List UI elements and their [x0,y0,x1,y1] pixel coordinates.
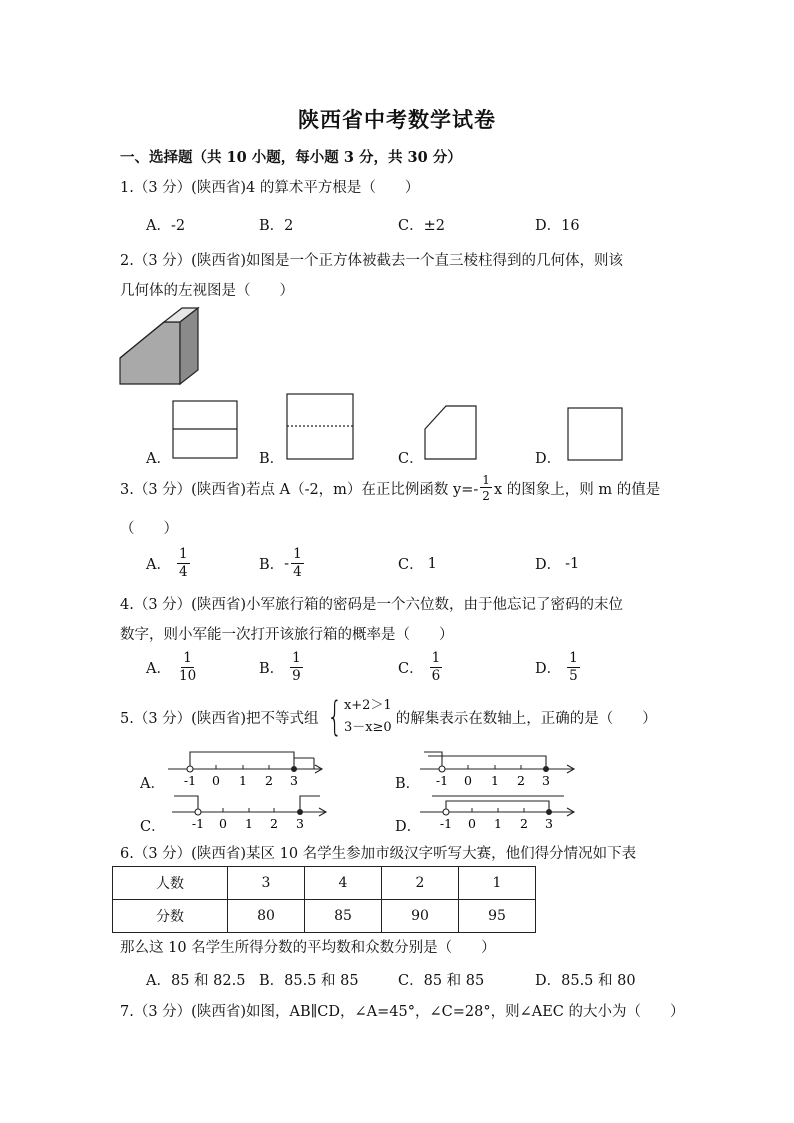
q4-d-label: D． [535,661,562,677]
q5-b-tick-label: -1 [435,773,449,788]
q5-a-tick-label: 0 [212,773,220,788]
question-6-stem: 6.（3 分）(陕西省)某区 10 名学生参加市级汉字听写大赛，他们得分情况如下表 [120,846,637,862]
table-cell: 4 [305,867,382,900]
q3-c-label: C． [398,557,424,573]
table-cell: 90 [382,900,459,933]
question-2-stem-line2: 几何体的左视图是（ ） [120,283,294,299]
q5-option-a: A． [140,776,165,792]
q3-a-num: 1 [178,546,188,562]
q5-d-tick-label: 3 [545,816,553,831]
table-cell: 人数 [113,867,228,900]
solid-figure [118,306,202,386]
question-1-stem: 1.（3 分）(陕西省)4 的算术平方根是（ ） [120,180,420,196]
q4-a-den: 10 [178,667,197,684]
q5-inequality-1: x+2＞1 [343,698,392,713]
q3-a-label: A． [146,557,171,573]
q4-b-label: B． [259,661,285,677]
q3-fraction [480,474,492,502]
q5-b-tick-label: 1 [491,773,499,788]
q6-option-d: D．85.5 和 80 [535,973,636,989]
q5-d-tick-label: 0 [468,816,476,831]
q5-c-tick-label: 0 [219,816,227,831]
q5-b-tick-label: 3 [542,773,550,788]
question-7-stem: 7.（3 分）(陕西省)如图，AB∥CD，∠A=45°，∠C=28°，则∠AEC 的大小为（ ） [120,1004,685,1020]
q3-b-sign: - [284,555,290,572]
view-d-figure [567,407,623,461]
question-3-stem-line2: （ ） [120,521,178,537]
table-cell: 2 [382,867,459,900]
q5-stem-pre: 5.（3 分）(陕西省)把不等式组 [120,710,319,727]
q3-stem-pre: 3.（3 分）(陕西省)若点 A（-2，m）在正比例函数 y=- [120,481,479,498]
question-5-stem [120,695,657,739]
q3-option-d [535,553,579,574]
q3-b-den: 4 [293,563,302,580]
view-b-figure [286,393,354,461]
q3-d-label: D． [535,557,562,573]
q3-frac-num: 1 [482,473,490,487]
q3-a-den: 4 [178,563,188,580]
q3-b-label: B． [259,557,285,573]
q3-b-num: 1 [293,546,302,562]
q4-d-den: 5 [569,667,578,684]
q3-d-text: -1 [565,555,580,572]
q5-b-tick-label: 2 [517,773,525,788]
q5-option-d: D． [395,819,422,835]
q4-d-fraction [567,652,580,683]
number-line-d [418,792,578,832]
q2-option-c: C． [398,451,424,467]
number-line-c [170,792,330,832]
q4-a-fraction [177,652,198,683]
question-4-stem-line2: 数字，则小军能一次打开该旅行箱的概率是（ ） [120,627,454,643]
q6-option-a: A．85 和 82.5 [146,973,246,989]
q2-option-b: B． [259,451,285,467]
table-cell: 3 [228,867,305,900]
q3-a-fraction [177,548,190,579]
q5-d-tick-label: 1 [494,816,502,831]
q4-d-num: 1 [569,650,578,666]
q3-c-text: 1 [427,555,437,572]
q5-c-tick-label: -1 [191,816,205,831]
q3-frac-den: 2 [482,489,490,503]
q1-option-a: A．-2 [146,218,186,234]
q5-d-tick-label: 2 [520,816,528,831]
q2-option-d: D． [535,451,562,467]
table-cell: 分数 [113,900,228,933]
q5-c-tick-label: 2 [270,816,278,831]
score-table [112,866,536,933]
q6-option-c: C．85 和 85 [398,973,485,989]
q1-option-c: C．±2 [398,218,445,234]
number-line-a [166,749,326,789]
q4-option-a [146,652,200,683]
q1-option-d: D．16 [535,218,580,234]
q4-option-d [535,652,582,683]
q5-inequality-lines [344,695,392,739]
q3-option-b [259,548,306,579]
table-cell: 80 [228,900,305,933]
q5-a-tick-label: 3 [290,773,298,788]
q4-c-num: 1 [431,650,441,666]
table-row [113,900,536,933]
q4-b-fraction [290,652,303,683]
q3-option-a [146,548,192,579]
q4-a-label: A． [146,661,171,677]
q4-b-num: 1 [292,650,301,666]
brace-icon: { [327,694,343,740]
table-row [113,867,536,900]
q5-c-tick-label: 1 [245,816,253,831]
q3-b-fraction [291,548,304,579]
q2-option-a: A． [146,451,171,467]
q5-d-tick-label: -1 [439,816,453,831]
q1-option-b: B．2 [259,218,294,234]
q4-option-b [259,652,305,683]
q4-a-num: 1 [183,650,192,666]
q3-stem-post: x 的图象上，则 m 的值是 [493,481,661,498]
q5-stem-post: 的解集表示在数轴上，正确的是（ ） [395,710,657,727]
table-cell: 1 [459,867,536,900]
question-3-stem [120,474,660,502]
view-c-figure [424,405,478,461]
q5-inequality-2: 3－x≥0 [343,720,392,735]
number-line-b [418,749,578,789]
q3-option-c [398,553,437,574]
view-a-figure [172,400,238,460]
table-cell: 85 [305,900,382,933]
q5-option-b: B． [395,776,421,792]
q5-a-tick-label: 1 [239,773,247,788]
q4-b-den: 9 [292,667,301,684]
q5-a-tick-label: 2 [265,773,273,788]
question-2-stem-line1: 2.（3 分）(陕西省)如图是一个正方体被截去一个直三棱柱得到的几何体，则该 [120,253,623,269]
question-6-question: 那么这 10 名学生所得分数的平均数和众数分别是（ ） [120,940,496,956]
q4-option-c [398,652,444,683]
q4-c-den: 6 [431,667,441,684]
q6-option-b: B．85.5 和 85 [259,973,359,989]
question-4-stem-line1: 4.（3 分）(陕西省)小军旅行箱的密码是一个六位数，由于他忘记了密码的末位 [120,597,623,613]
q5-option-c: C． [140,819,166,835]
q5-a-tick-label: -1 [183,773,197,788]
q4-c-label: C． [398,661,424,677]
section-heading: 一、选择题（共 10 小题，每小题 3 分，共 30 分） [120,149,462,166]
table-cell: 95 [459,900,536,933]
q5-inequality-system [322,695,391,739]
q5-b-tick-label: 0 [464,773,472,788]
page-title: 陕西省中考数学试卷 [298,107,496,132]
q5-c-tick-label: 3 [296,816,304,831]
q4-c-fraction [430,652,443,683]
